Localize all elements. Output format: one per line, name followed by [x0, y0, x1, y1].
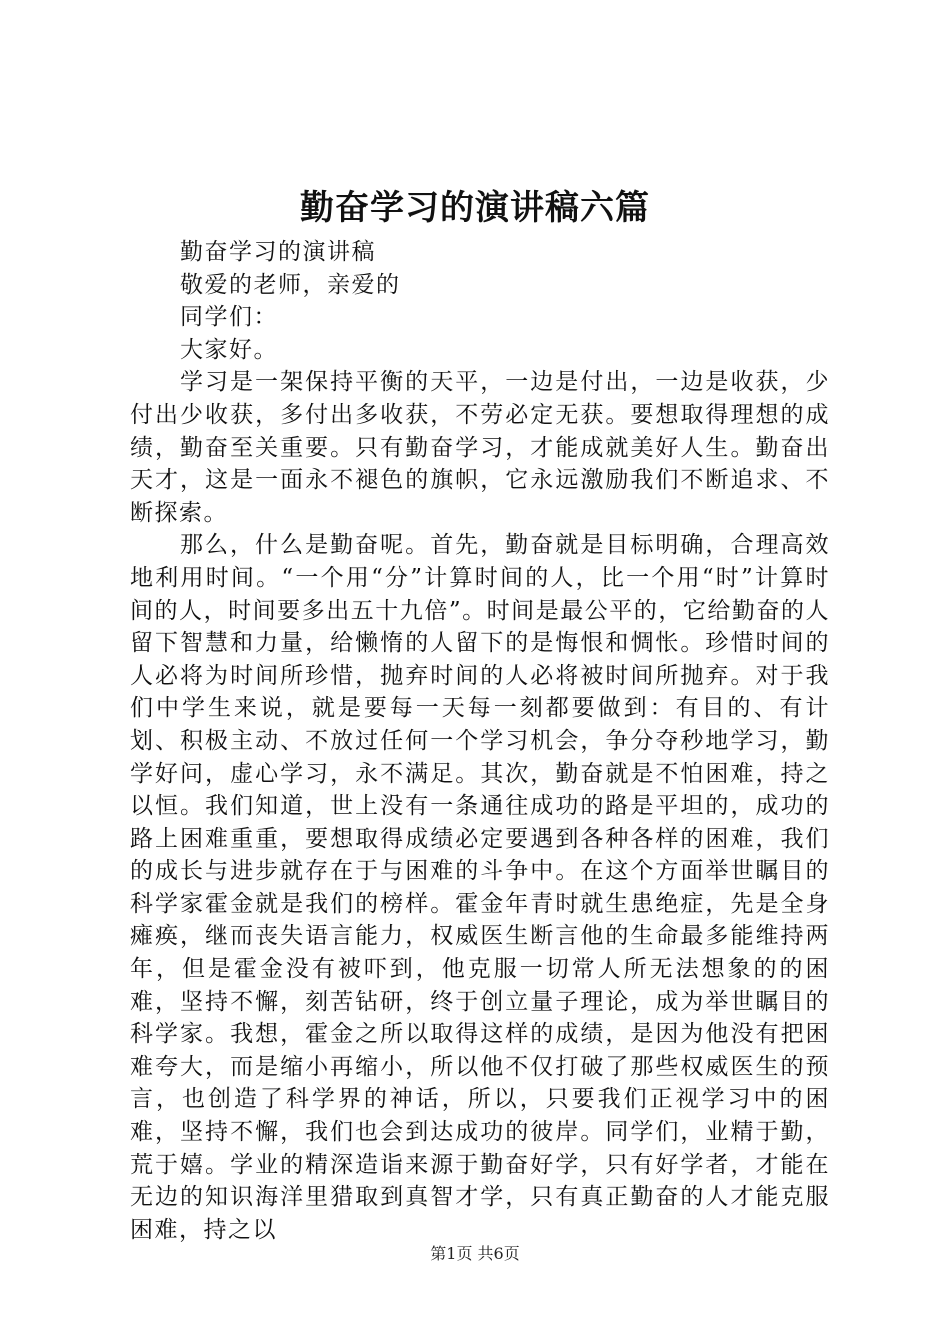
- salutation-line: 同学们：: [180, 304, 278, 331]
- salutation-line: 敬爱的老师，亲爱的: [180, 271, 401, 298]
- greeting-line: 大家好。: [180, 336, 278, 363]
- speech-subtitle: 勤奋学习的演讲稿: [180, 239, 376, 265]
- paragraph: 那么，什么是勤奋呢。首先，勤奋就是目标明确，合理高效地利用时间。“一个用“分”计算时间的人，比一个用“时”计算时间的人，时间要多出五十九倍”。时间是最公平的，它给勤奋的人留下智慧和力量，给懒惰的人留下的是悔恨和惆怅。珍惜时间的人必将为时间所珍惜，抛弃时间的人必将被时间所抛弃。对于我们中学生来说，就是要每一天每一刻都要做到：有目的、有计划、积极主动、不放过任何一个学习机会，争分夺秒地学习，勤学好问，虚心学习，永不满足。其次，勤奋就是不怕困难，持之以恒。我们知道，世上没有一条通往成功的路是平坦的，成功的路上困难重重，要想取得成绩必定要遇到各种各样的困难，我们的成长与进步就存在于与困难的斗争中。在这个方面举世瞩目的科学家霍金就是我们的榜样。霍金年青时就生患绝症，先是全身瘫痪，继而丧失语言能力，权威医生断言他的生命最多能维持两年，但是霍金没有被吓到，他克服一切常人所无法想象的的困难，坚持不懈，刻苦钻研，终于创立量子理论，成为举世瞩目的科学家。我想，霍金之所以取得这样的成绩，是因为他没有把困难夸大，而是缩小再缩小，所以他不仅打破了那些权威医生的预言，也创造了科学界的神话，所以，只要我们正视学习中的困难，坚持不懈，我们也会到达成功的彼岸。同学们，业精于勤，荒于嬉。学业的精深造诣来源于勤奋好学，只有好学者，才能在无边的知识海洋里猎取到真智才学，只有真正勤奋的人才能克服困难，持之以: [130, 532, 830, 1243]
- document-body: [130, 236, 830, 1246]
- page-number-footer: 第1页 共6页: [430, 1244, 520, 1263]
- document-title: 勤奋学习的演讲稿六篇: [300, 188, 650, 228]
- paragraph: 学习是一架保持平衡的天平，一边是付出，一边是收获，少付出少收获，多付出多收获，不劳必定无获。要想取得理想的成绩，勤奋至关重要。只有勤奋学习，才能成就美好人生。勤奋出天才，这是一面永不褪色的旗帜，它永远激励我们不断追求、不断探索。: [130, 369, 830, 526]
